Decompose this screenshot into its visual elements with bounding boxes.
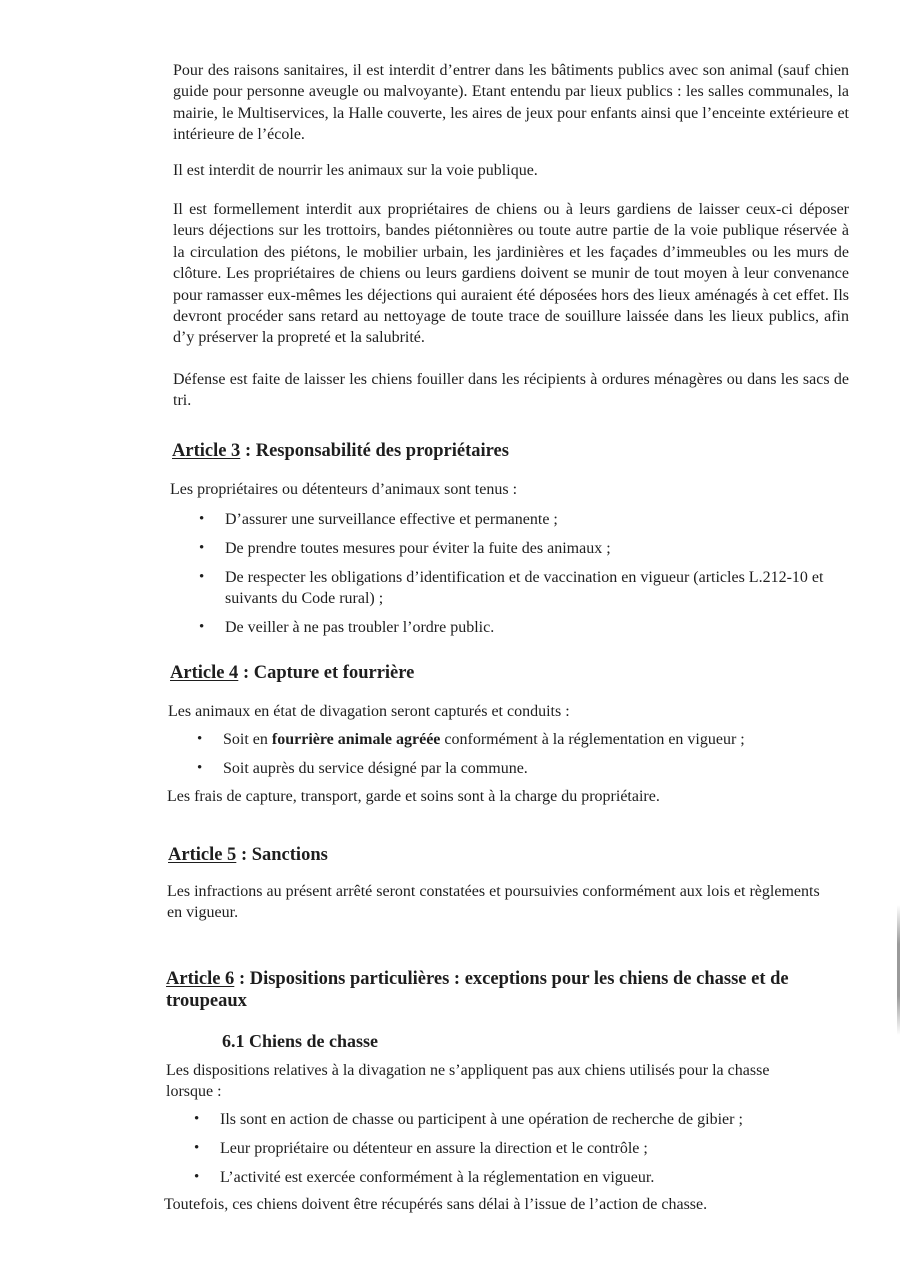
article-5-label: Article 5 xyxy=(168,845,237,865)
article-3-lead: Les propriétaires ou détenteurs d’animaux sont tenus : xyxy=(170,481,518,498)
list-item: • L’activité est exercée conformément à la réglementation en vigueur. xyxy=(193,1167,843,1188)
article-4-closing: Les frais de capture, transport, garde et soins sont à la charge du propriétaire. xyxy=(167,788,660,805)
article-6-title: : Dispositions particulières : exceptions pour les chiens de chasse et de troupeaux xyxy=(166,969,789,1011)
paragraph-droppings: Il est formellement interdit aux propriétaires de chiens ou à leurs gardiens de laisser ceux-ci déposer leurs déjections sur les trottoirs, bandes piétonnières ou toute autre partie de la voie publique réservée à la circulation des piétons, le mobilier urbain, les jardinières et les façades d’immeubles ou les murs de clôture. Les propriétaires de chiens ou leurs gardiens doivent se munir de tout moyen à leur convenance pour ramasser eux-mêmes les déjections qui auraient été déposées hors des lieux aménagés à cet effet. Ils devront procéder sans retard au nettoyage de toute trace de souillure laissée dans les lieux publics, afin d’y préserver la propreté et la salubrité. xyxy=(173,201,849,347)
article-3-label: Article 3 xyxy=(172,441,241,461)
paragraph-feeding-ban: Il est interdit de nourrir les animaux sur la voie publique. xyxy=(173,162,538,179)
article-4-label: Article 4 xyxy=(170,663,239,683)
article-6-label: Article 6 xyxy=(166,969,235,989)
article-6-lead: Les dispositions relatives à la divagation ne s’appliquent pas aux chiens utilisés pour la chasse lorsque : xyxy=(166,1062,770,1101)
article-3-title: : Responsabilité des propriétaires xyxy=(240,441,509,461)
article-5-title: : Sanctions xyxy=(236,845,328,865)
article-3-list xyxy=(198,509,838,638)
list-item: • Leur propriétaire ou détenteur en assure la direction et le contrôle ; xyxy=(193,1138,843,1159)
list-item: • De prendre toutes mesures pour éviter la fuite des animaux ; xyxy=(198,538,838,559)
article-5-text: Les infractions au présent arrêté seront constatées et poursuivies conformément aux lois et règlements en vigueur. xyxy=(167,883,820,922)
list-item: • Soit en fourrière animale agréée conformément à la réglementation en vigueur ; xyxy=(196,729,836,750)
article-6-heading xyxy=(166,968,846,1012)
article-5-heading xyxy=(168,844,328,866)
article-3-heading xyxy=(172,440,509,462)
list-item: • De veiller à ne pas troubler l’ordre public. xyxy=(198,617,838,638)
article-4-heading xyxy=(170,662,414,684)
article-4-lead: Les animaux en état de divagation seront capturés et conduits : xyxy=(168,703,570,720)
paragraph-public-buildings: Pour des raisons sanitaires, il est interdit d’entrer dans les bâtiments publics avec son animal (sauf chien guide pour personne aveugle ou malvoyante). Etant entendu par lieux publics : les salles communales, la mairie, le Multiservices, la Halle couverte, les aires de jeux pour enfants ainsi que l’enceinte extérieure et intérieure de l’école. xyxy=(173,62,849,144)
article-6-closing: Toutefois, ces chiens doivent être récupérés sans délai à l’issue de l’action de chasse. xyxy=(164,1196,708,1213)
list-item: • Soit auprès du service désigné par la commune. xyxy=(196,758,836,779)
list-item: • D’assurer une surveillance effective et permanente ; xyxy=(198,509,838,530)
section-6-1-title: 6.1 Chiens de chasse xyxy=(222,1031,379,1051)
article-4-title: : Capture et fourrière xyxy=(238,663,415,683)
paragraph-waste-bins: Défense est faite de laisser les chiens fouiller dans les récipients à ordures ménagères ou dans les sacs de tri. xyxy=(173,371,849,410)
list-item: • De respecter les obligations d’identification et de vaccination en vigueur (articles L.212-10 et suivants du Code rural) ; xyxy=(198,567,838,609)
impound-emphasis: fourrière animale agréée xyxy=(271,731,441,748)
article-6-list xyxy=(193,1109,843,1188)
article-4-list xyxy=(196,729,836,779)
list-item: • Ils sont en action de chasse ou participent à une opération de recherche de gibier ; xyxy=(193,1109,843,1130)
